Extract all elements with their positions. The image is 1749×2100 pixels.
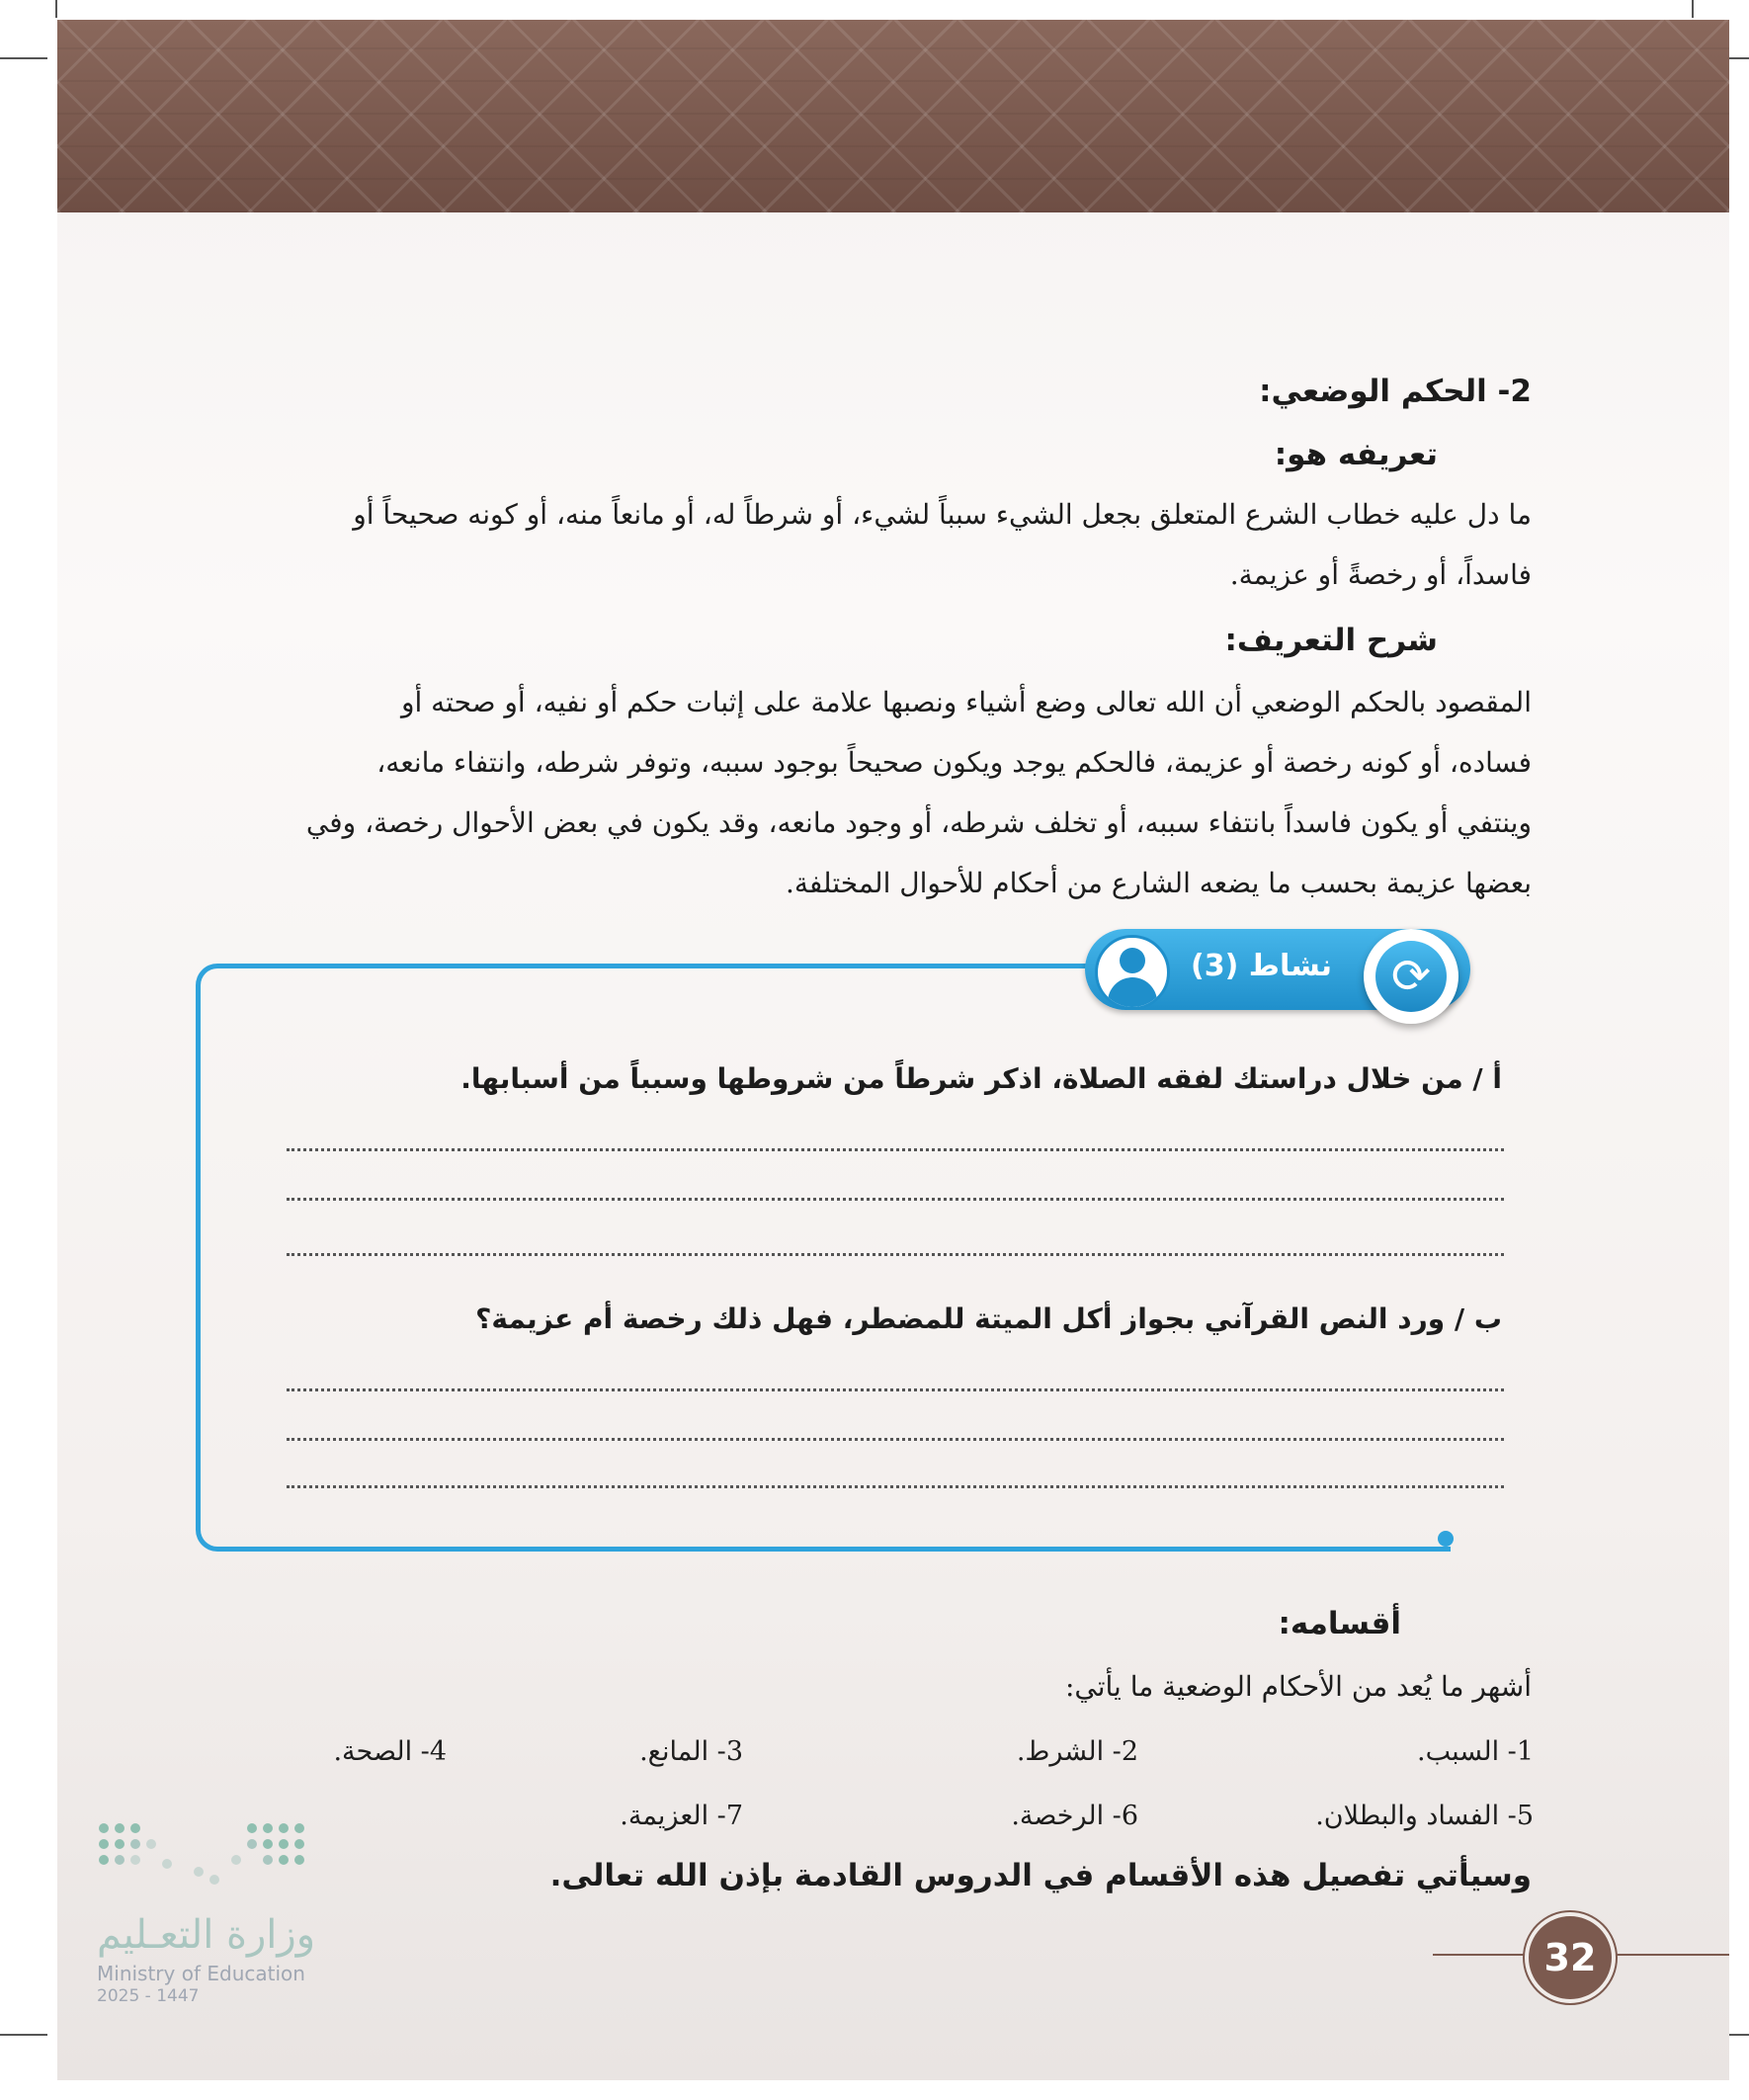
division-item: 7- العزيمة. [620,1801,743,1831]
explanation-line: فساده، أو كونه رخصة أو عزيمة، فالحكم يوجد ويكون صحيحاً بوجود سببه، وتوفر شرطه، وانتفاء مانعه، [376,746,1532,779]
crop-mark [0,2034,47,2036]
ministry-year: 2025 - 1447 [97,1986,200,2006]
refresh-icon: ⟳ [1364,929,1458,1024]
page-number: 32 [1525,1912,1616,2003]
activity-box [196,964,1451,1552]
divisions-heading: أقسامه: [1278,1606,1401,1641]
division-item: 4- الصحة. [333,1736,447,1767]
question-b: ب / ورد النص القرآني بجواز أكل الميتة للمضطر، فهل ذلك رخصة أم عزيمة؟ [475,1302,1502,1335]
activity-title: نشاط (3) [1191,949,1332,983]
section-heading: 2- الحكم الوضعي: [1259,374,1532,409]
answer-line-b1[interactable] [287,1388,1504,1391]
answer-line-a3[interactable] [287,1253,1504,1256]
definition-line: فاسداً، أو رخصةً أو عزيمة. [1229,558,1532,591]
definition-heading: تعريفه هو: [1274,437,1438,472]
definition-line: ما دل عليه خطاب الشرع المتعلق بجعل الشيء سبباً لشيء، أو شرطاً له، أو مانعاً منه، أو كونه صحيحاً أو [353,498,1532,531]
crop-mark [1692,0,1694,18]
page-number-rule [1611,1954,1729,1956]
definition-text [257,484,1532,605]
user-icon [1095,935,1170,1010]
closing-statement: وسيأتي تفصيل هذه الأقسام في الدروس القادمة بإذن الله تعالى. [549,1858,1532,1893]
explanation-line: المقصود بالحكم الوضعي أن الله تعالى وضع أشياء ونصبها علامة على إثبات حكم أو نفيه، أو صحته أو [400,686,1532,718]
question-a: أ / من خلال دراستك لفقه الصلاة، اذكر شرطاً من شروطها وسبباً من أسبابها. [460,1062,1502,1095]
activity-box-end-dot [1438,1531,1454,1547]
answer-line-b3[interactable] [287,1485,1504,1488]
explanation-text [257,672,1532,913]
divisions-intro: أشهر ما يُعد من الأحكام الوضعية ما يأتي: [1064,1670,1532,1703]
answer-line-a2[interactable] [287,1198,1504,1201]
ministry-name-ar: وزارة التعـليم [97,1912,316,1958]
division-item: 3- المانع. [639,1736,743,1767]
division-item: 2- الشرط. [1016,1736,1138,1767]
page-number-rule [1433,1954,1532,1956]
crop-mark [0,57,47,59]
answer-line-a1[interactable] [287,1148,1504,1151]
crop-mark [55,0,57,18]
division-item: 6- الرخصة. [1011,1801,1138,1831]
decorative-banner [57,20,1729,212]
division-item: 1- السبب. [1417,1736,1534,1767]
explanation-line: بعضها عزيمة بحسب ما يضعه الشارع من أحكام للأحوال المختلفة. [785,867,1532,899]
division-item: 5- الفساد والبطلان. [1315,1801,1534,1831]
explanation-heading: شرح التعريف: [1224,623,1438,658]
explanation-line: وينتفي أو يكون فاسداً بانتفاء سببه، أو تخلف شرطه، أو وجود مانعه، وقد يكون في بعض الأحوال رخصة، وفي [305,806,1532,839]
ministry-name-en: Ministry of Education [97,1962,305,1985]
answer-line-b2[interactable] [287,1438,1504,1441]
